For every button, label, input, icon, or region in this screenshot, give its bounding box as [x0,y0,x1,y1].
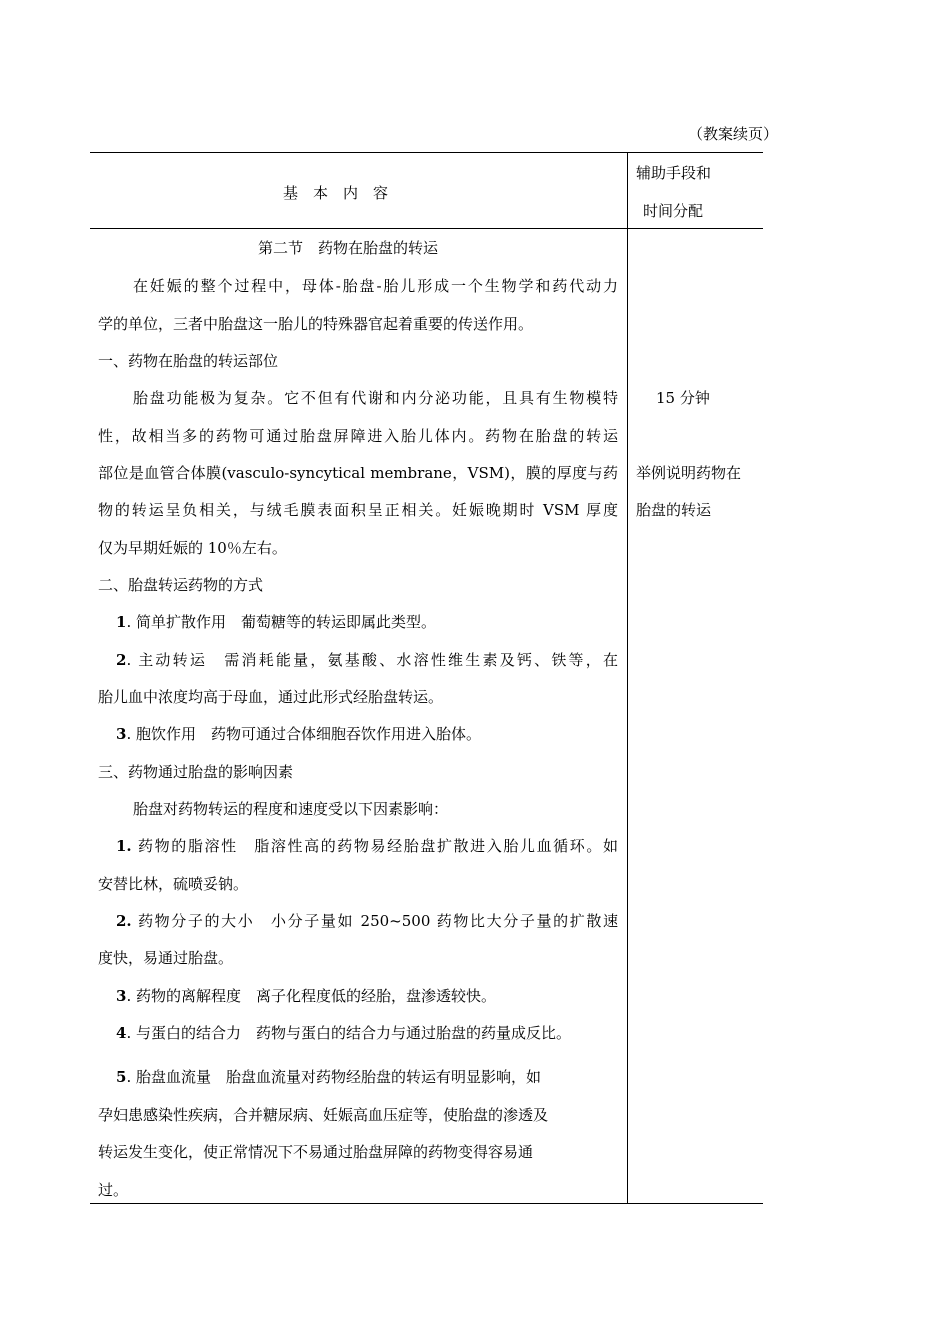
part3-item-3-number: 3 [116,987,127,1005]
part3-item-1 [116,835,618,856]
part3-item-3 [116,985,496,1006]
part3-item-4-text: . 与蛋白的结合力 药物与蛋白的结合力与通过胎盘的药量成反比。 [126,1024,571,1042]
section-title: 第二节 药物在胎盘的转运 [258,239,439,257]
part2-item-1-text: . 简单扩散作用 葡萄糖等的转运即属此类型。 [126,613,436,631]
continuation-label: （教案续页） [688,125,779,143]
part3-item-1-text: 药物的脂溶性 脂溶性高的药物易经胎盘扩散进入胎儿血循环。如 [131,837,618,855]
side-note-line-1: 举例说明药物在 [636,464,742,482]
part3-item-2 [116,910,618,931]
table-header-divider [90,228,763,229]
part2-heading: 二、胎盘转运药物的方式 [98,576,264,594]
part2-item-2-cont: 胎儿血中浓度均高于母血，通过此形式经胎盘转运。 [98,688,444,706]
part3-item-2-cont: 度快，易通过胎盘。 [98,949,234,967]
part1-line-2: 性，故相当多的药物可通过胎盘屏障进入胎儿体内。药物在胎盘的转运 [98,427,618,445]
part3-item-4-number: 4 [116,1024,127,1042]
part2-item-3 [116,723,481,744]
side-note-line-2: 胎盘的转运 [636,501,712,519]
table-top-border [90,152,763,153]
table-column-divider [627,152,628,1204]
part2-item-2-number: 2 [116,651,127,669]
part3-item-5-cont-3: 过。 [98,1181,129,1199]
part2-item-2-text: . 主动转运 需消耗能量，氨基酸、水溶性维生素及钙、铁等，在 [126,651,618,669]
part3-item-1-cont: 安替比林，硫喷妥钠。 [98,875,249,893]
part3-item-4 [116,1022,571,1043]
part1-line-4: 物的转运呈负相关，与绒毛膜表面积呈正相关。妊娠晚期时 VSM 厚度 [98,501,618,519]
part3-item-2-text: 药物分子的大小 小分子量如 250~500 药物比大分子量的扩散速 [131,912,618,930]
part3-intro: 胎盘对药物转运的程度和速度受以下因素影响： [133,800,449,818]
part3-item-1-number: 1. [116,837,132,855]
content-column-header: 基 本 内 容 [283,184,389,202]
part3-item-5-cont-2: 转运发生变化，使正常情况下不易通过胎盘屏障的药物变得容易通 [98,1143,534,1161]
part2-item-3-text: . 胞饮作用 药物可通过合体细胞吞饮作用进入胎体。 [126,725,481,743]
part3-item-3-text: . 药物的离解程度 离子化程度低的经胎，盘渗透较快。 [126,987,496,1005]
part2-item-1 [116,611,436,632]
part3-item-2-number: 2. [116,912,132,930]
intro-line-1: 在妊娠的整个过程中，母体-胎盘-胎儿形成一个生物学和药代动力 [133,277,618,295]
part3-item-5-text: . 胎盘血流量 胎盘血流量对药物经胎盘的转运有明显影响，如 [126,1068,541,1086]
part3-item-5 [116,1066,541,1087]
part3-item-5-cont-1: 孕妇患感染性疾病，合并糖尿病、妊娠高血压症等，使胎盘的渗透及 [98,1106,549,1124]
part1-line-1: 胎盘功能极为复杂。它不但有代谢和内分泌功能，且具有生物模特 [133,389,618,407]
aux-column-header-line1: 辅助手段和 [636,164,712,182]
part1-line-3: 部位是血管合体膜(vasculo-syncytical membrane，VSM)，膜的厚度与药 [98,464,618,482]
table-bottom-border [90,1203,763,1204]
part2-item-1-number: 1 [116,613,127,631]
part3-heading: 三、药物通过胎盘的影响因素 [98,763,294,781]
part1-line-5: 仅为早期妊娠的 10％左右。 [98,539,287,557]
time-allocation: 15 分钟 [656,389,710,407]
part2-item-3-number: 3 [116,725,127,743]
aux-column-header-line2: 时间分配 [643,202,704,220]
part2-item-2 [116,649,618,670]
part3-item-5-number: 5 [116,1068,127,1086]
part1-heading: 一、药物在胎盘的转运部位 [98,352,279,370]
intro-line-2: 学的单位，三者中胎盘这一胎儿的特殊器官起着重要的传送作用。 [98,315,534,333]
